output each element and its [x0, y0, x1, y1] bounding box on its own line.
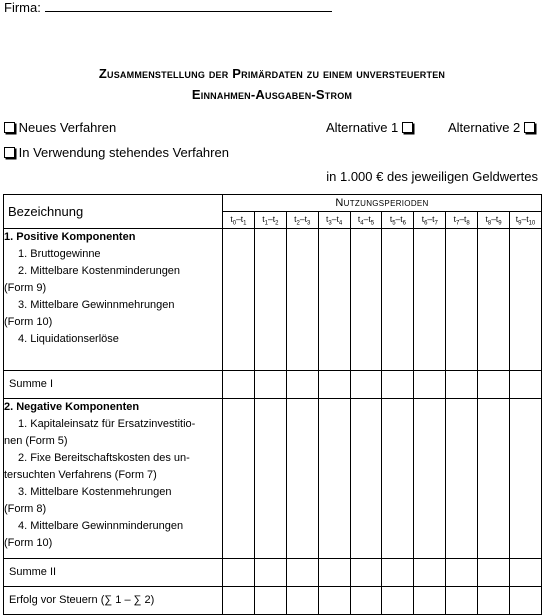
period-header-1: $t_1-t_2$: [254, 212, 286, 229]
value-cell[interactable]: [414, 399, 446, 559]
option-neues-verfahren[interactable]: [4, 120, 116, 135]
value-cell[interactable]: [478, 559, 510, 587]
period-start: 5: [392, 220, 396, 227]
checkbox-icon[interactable]: [4, 147, 15, 158]
list-item: 4. Liquidationserlöse: [18, 333, 119, 345]
value-cell[interactable]: [478, 229, 510, 371]
list-item: 1. Bruttogewinne: [18, 248, 101, 260]
value-cell[interactable]: [510, 559, 542, 587]
title-line-2: Einnahmen-Ausgaben-Strom: [191, 87, 353, 102]
list-item: (Form 10): [4, 537, 53, 549]
period-header-5: $t_5-t_6$: [382, 212, 414, 229]
value-cell[interactable]: [510, 399, 542, 559]
value-cell[interactable]: [254, 371, 286, 399]
period-end: 4: [338, 220, 343, 227]
value-cell[interactable]: [254, 229, 286, 371]
value-cell[interactable]: [414, 229, 446, 371]
period-end: 9: [498, 220, 502, 227]
data-table: [3, 194, 542, 615]
period-start: 3: [328, 220, 332, 227]
section-heading: 1. Positive Komponenten: [4, 231, 136, 243]
firma-input-line[interactable]: [45, 0, 332, 12]
value-cell[interactable]: [286, 399, 318, 559]
period-start: 7: [455, 220, 460, 227]
table-row: [4, 587, 542, 615]
period-start: 1: [264, 220, 268, 227]
table-row: [4, 559, 542, 587]
value-cell[interactable]: [350, 371, 382, 399]
period-header-2: $t_2-t_3$: [286, 212, 318, 229]
value-cell[interactable]: [382, 399, 414, 559]
value-cell[interactable]: [318, 587, 350, 615]
list-item: 3. Mittelbare Gewinnmehrungen: [18, 299, 175, 311]
currency-note: in 1.000 € des jeweiligen Geldwertes: [326, 169, 538, 184]
value-cell[interactable]: [318, 399, 350, 559]
list-item: 3. Mittelbare Kostenmehrungen: [18, 486, 172, 498]
period-start: 0: [232, 220, 237, 227]
period-header-7: $t_7-t_8$: [446, 212, 478, 229]
list-item: 2. Fixe Bereitschaftskosten des un-: [18, 452, 190, 464]
value-cell[interactable]: [318, 371, 350, 399]
period-end: 8: [466, 220, 470, 227]
value-cell[interactable]: [350, 587, 382, 615]
period-header-8: $t_8-t_9$: [478, 212, 510, 229]
period-end: 7: [434, 220, 438, 227]
period-end: 2: [275, 220, 279, 227]
value-cell[interactable]: [223, 399, 255, 559]
summe-2-label: Summe II: [4, 559, 223, 587]
list-item: (Form 8): [4, 503, 47, 515]
value-cell[interactable]: [286, 559, 318, 587]
period-start: 2: [296, 220, 300, 227]
period-start: 9: [518, 220, 522, 227]
period-header-6: $t_6-t_7$: [414, 212, 446, 229]
checkbox-icon[interactable]: [402, 122, 413, 133]
value-cell[interactable]: [446, 559, 478, 587]
erfolg-label: Erfolg vor Steuern (∑ 1 – ∑ 2): [4, 587, 223, 615]
value-cell[interactable]: [350, 559, 382, 587]
period-header-0: $t_0-t_1$: [223, 212, 255, 229]
positive-components-cell: [4, 229, 223, 371]
header-bezeichnung: Bezeichnung: [4, 195, 223, 229]
table-row: [4, 229, 542, 371]
value-cell[interactable]: [382, 371, 414, 399]
period-start: 6: [424, 220, 428, 227]
value-cell[interactable]: [350, 399, 382, 559]
value-cell[interactable]: [286, 587, 318, 615]
value-cell[interactable]: [382, 587, 414, 615]
value-cell[interactable]: [478, 399, 510, 559]
option-label: In Verwendung stehendes Verfahren: [18, 145, 229, 160]
option-label: Alternative 2: [448, 120, 521, 135]
table-row: [4, 399, 542, 559]
value-cell[interactable]: [382, 229, 414, 371]
period-end: 6: [402, 220, 406, 227]
option-label: Neues Verfahren: [18, 120, 117, 135]
list-item: tersuchten Verfahrens (Form 7): [4, 469, 157, 481]
value-cell[interactable]: [414, 559, 446, 587]
list-item: 1. Kapitaleinsatz für Ersatzinvestitio-: [18, 418, 196, 430]
period-end: 3: [306, 220, 311, 227]
value-cell[interactable]: [414, 371, 446, 399]
value-cell[interactable]: [510, 587, 542, 615]
value-cell[interactable]: [223, 559, 255, 587]
table-row: [4, 371, 542, 399]
period-start: 4: [360, 220, 364, 227]
option-in-verwendung[interactable]: [4, 145, 229, 160]
value-cell[interactable]: [286, 371, 318, 399]
period-end: 10: [528, 220, 536, 227]
period-end: 5: [370, 220, 375, 227]
firma-label: Firma:: [4, 0, 41, 15]
title-line-1: Zusammenstellung der Primärdaten zu einem unversteuerten: [98, 66, 446, 81]
period-header-3: $t_3-t_4$: [318, 212, 350, 229]
value-cell[interactable]: [254, 587, 286, 615]
option-alternative-1[interactable]: [326, 120, 413, 135]
value-cell[interactable]: [318, 229, 350, 371]
firma-field: [4, 0, 332, 15]
list-item: nen (Form 5): [4, 435, 68, 447]
checkbox-icon[interactable]: [4, 122, 15, 133]
period-header-9: $t_9-t_{10}$: [510, 212, 542, 229]
value-cell[interactable]: [382, 559, 414, 587]
value-cell[interactable]: [446, 587, 478, 615]
negative-components-cell: [4, 399, 223, 559]
value-cell[interactable]: [223, 229, 255, 371]
list-item: 4. Mittelbare Gewinnminderungen: [18, 520, 184, 532]
list-item: 2. Mittelbare Kostenminderungen: [18, 265, 181, 277]
value-cell[interactable]: [446, 229, 478, 371]
summe-1-label: Summe I: [4, 371, 223, 399]
value-cell[interactable]: [478, 371, 510, 399]
header-nutzungsperioden: Nutzungsperioden: [223, 195, 542, 212]
option-alternative-2[interactable]: [448, 120, 535, 135]
value-cell[interactable]: [318, 559, 350, 587]
checkbox-icon[interactable]: [524, 122, 535, 133]
list-item: (Form 9): [4, 282, 47, 294]
section-heading: 2. Negative Komponenten: [4, 401, 140, 413]
value-cell[interactable]: [510, 229, 542, 371]
list-item: (Form 10): [4, 316, 53, 328]
value-cell[interactable]: [478, 587, 510, 615]
value-cell[interactable]: [446, 371, 478, 399]
option-label: Alternative 1: [326, 120, 399, 135]
value-cell[interactable]: [254, 559, 286, 587]
period-start: 8: [487, 220, 492, 227]
value-cell[interactable]: [286, 229, 318, 371]
value-cell[interactable]: [254, 399, 286, 559]
value-cell[interactable]: [223, 587, 255, 615]
value-cell[interactable]: [414, 587, 446, 615]
value-cell[interactable]: [446, 399, 478, 559]
period-end: 1: [243, 220, 247, 227]
value-cell[interactable]: [350, 229, 382, 371]
value-cell[interactable]: [223, 371, 255, 399]
value-cell[interactable]: [510, 371, 542, 399]
period-header-4: $t_4-t_5$: [350, 212, 382, 229]
